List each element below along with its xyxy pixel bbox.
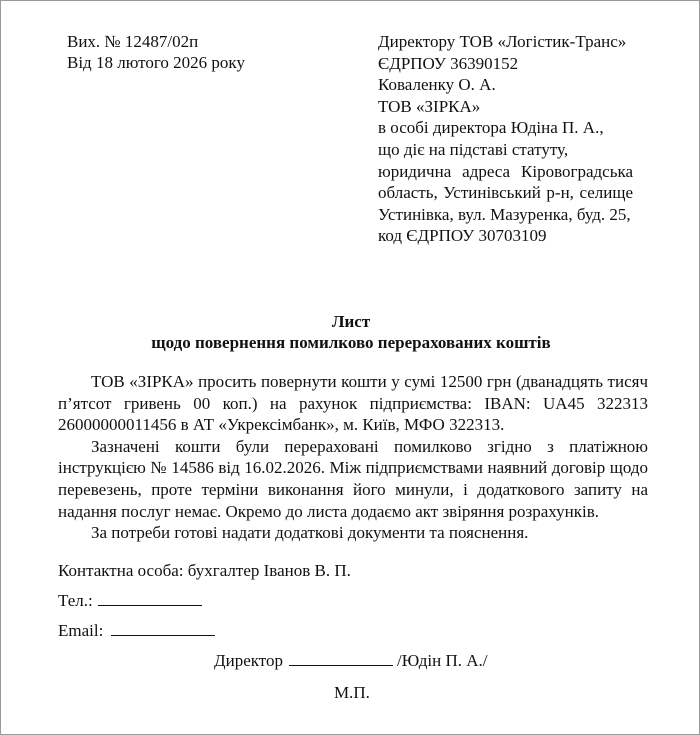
contact-person: Контактна особа: бухгалтер Іванов В. П. xyxy=(58,561,351,580)
paragraph-line: надання послуг немає. Окремо до листа додаємо акт звіряння розрахунків. xyxy=(58,501,599,521)
phone-row xyxy=(58,591,202,611)
letter-title: Лист xyxy=(331,312,371,331)
signature-row xyxy=(214,651,488,671)
addressee-line: Директору ТОВ «Логістик-Транс» xyxy=(378,32,627,51)
addressee-line: ТОВ «ЗІРКА» xyxy=(378,96,481,116)
signatory-position: Директор xyxy=(214,651,283,670)
paragraph-line: За потреби готові надати додаткові документи та пояснення. xyxy=(91,523,529,543)
signatory-name: /Юдін П. А./ xyxy=(396,651,488,670)
phone-blank-line xyxy=(98,591,202,606)
paragraph-line: Зазначені кошти були перераховані помилково згідно з платіжною xyxy=(91,436,648,456)
addressee-line: код ЄДРПОУ 30703109 xyxy=(378,226,547,246)
paragraph-line: 26000000011456 в АТ «Укрексімбанк», м. Київ, МФО 322313. xyxy=(58,415,505,435)
paragraph-line: перевезень, проте терміни виконання його минули, і додаткового запиту на xyxy=(58,479,648,499)
addressee-line: Устинівка, вул. Мазуренка, буд. 25, xyxy=(378,204,631,224)
paragraph-line: п’ятсот гривень 00 коп.) на рахунок підприємства: IBAN: UA45 322313 xyxy=(58,393,648,413)
phone-label: Тел.: xyxy=(58,591,93,610)
addressee-line: юридична адреса Кіровоградська xyxy=(378,161,633,181)
letter-subject: щодо повернення помилково перерахованих коштів xyxy=(151,333,551,352)
addressee-block xyxy=(378,31,633,247)
email-label: Email: xyxy=(58,621,104,640)
addressee-line: що діє на підставі статуту, xyxy=(378,139,569,159)
addressee-line: область, Устинівський р-н, селище xyxy=(378,183,633,203)
email-blank-line xyxy=(111,621,215,636)
addressee-line: ЄДРПОУ 36390152 xyxy=(378,53,519,73)
letter-body xyxy=(58,371,648,544)
email-row xyxy=(58,621,215,641)
paragraph-line: ТОВ «ЗІРКА» просить повернути кошти у сумі 12500 грн (дванадцять тисяч xyxy=(91,372,648,391)
outgoing-reference xyxy=(67,31,245,73)
stamp-place: М.П. xyxy=(334,683,370,702)
addressee-line: Коваленку О. А. xyxy=(378,75,496,95)
signature-blank-line xyxy=(289,651,393,666)
paragraph-line: інструкцією № 14586 від 16.02.2026. Між підприємствами наявний договір щодо xyxy=(58,458,648,478)
addressee-line: в особі директора Юдіна П. А., xyxy=(378,118,604,138)
outgoing-number: Вих. № 12487/02п xyxy=(67,32,199,51)
outgoing-date: Від 18 лютого 2026 року xyxy=(67,53,245,72)
